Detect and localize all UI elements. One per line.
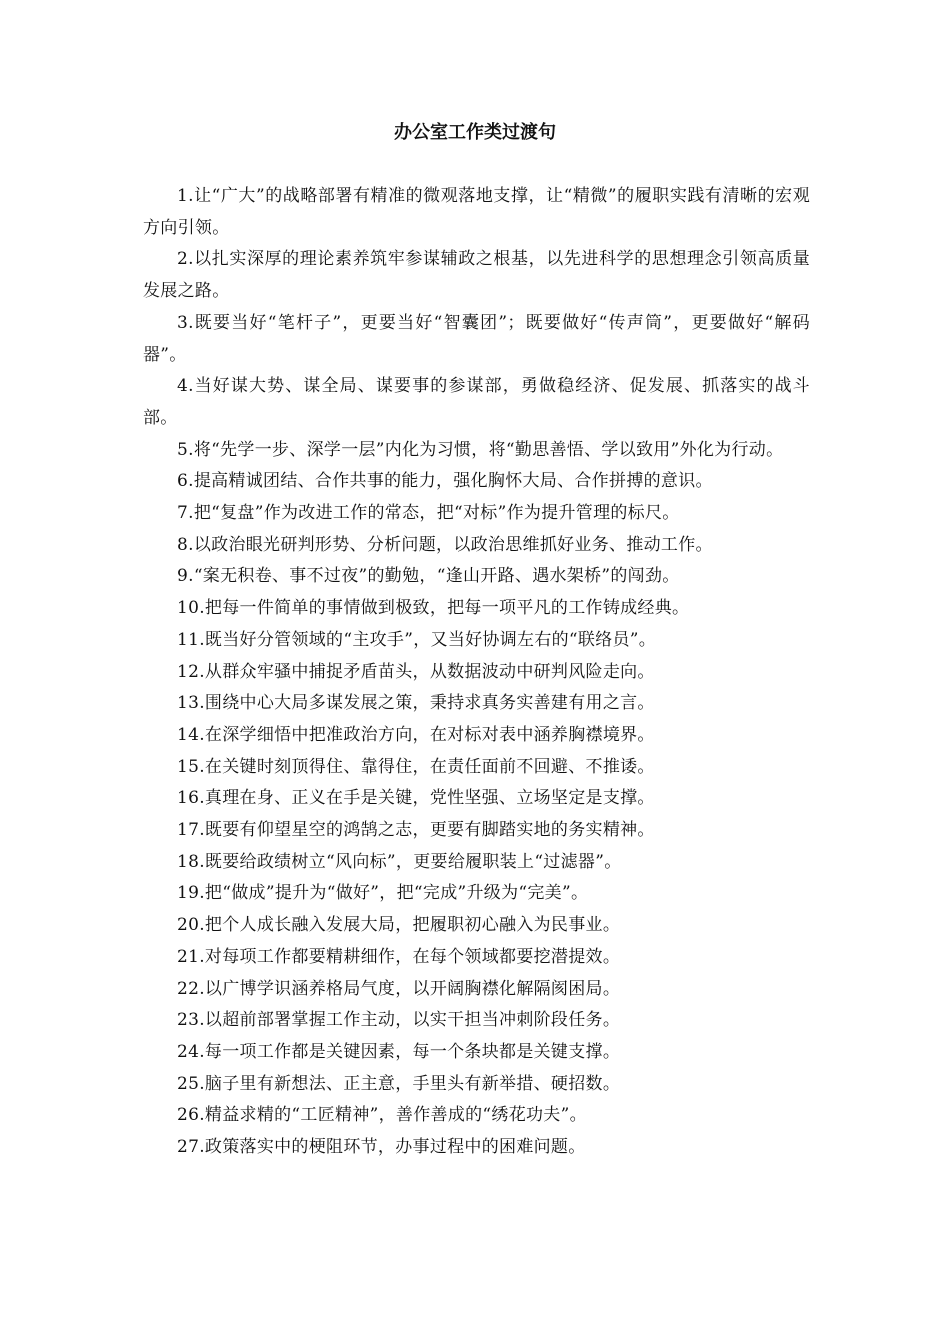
list-item: 14.在深学细悟中把准政治方向，在对标对表中涵养胸襟境界。: [177, 724, 655, 745]
list-item: 20.把个人成长融入发展大局，把履职初心融入为民事业。: [177, 915, 621, 936]
list-item: 21.对每项工作都要精耕细作，在每个领域都要挖潜提效。: [177, 946, 621, 967]
list-item: 13.围绕中心大局多谋发展之策，秉持求真务实善建有用之言。: [177, 693, 655, 714]
list-item: 5.将“先学一步、深学一层”内化为习惯，将“勤思善悟、学以致用”外化为行动。: [177, 439, 784, 460]
list-item: 19.把“做成”提升为“做好”，把“完成”升级为“完美”。: [177, 883, 589, 904]
list-item: 22.以广博学识涵养格局气度，以开阔胸襟化解隔阂困局。: [177, 978, 621, 999]
list-item: 26.精益求精的“工匠精神”，善作善成的“绣花功夫”。: [177, 1105, 587, 1126]
list-item: 23.以超前部署掌握工作主动，以实干担当冲刺阶段任务。: [177, 1010, 621, 1031]
list-item: 25.脑子里有新想法、正主意，手里头有新举措、硬招数。: [177, 1073, 621, 1094]
document-title: 办公室工作类过渡句: [394, 122, 556, 143]
list-item: 8.以政治眼光研判形势、分析问题，以政治思维抓好业务、推动工作。: [177, 534, 713, 555]
list-item: 7.把“复盘”作为改进工作的常态，把“对标”作为提升管理的标尺。: [177, 503, 680, 524]
list-item: 15.在关键时刻顶得住、靠得住，在责任面前不回避、不推诿。: [177, 756, 655, 777]
list-item: 17.既要有仰望星空的鸿鹄之志，更要有脚踏实地的务实精神。: [177, 820, 655, 841]
list-item: 4.当好谋大势、谋全局、谋要事的参谋部，勇做稳经济、促发展、抓落实的战斗部。: [143, 376, 810, 428]
list-item: 10.把每一件简单的事情做到极致，把每一项平凡的工作铸成经典。: [177, 598, 690, 619]
list-item: 11.既当好分管领域的“主攻手”，又当好协调左右的“联络员”。: [177, 629, 657, 650]
list-item: 3.既要当好“笔杆子”，更要当好“智囊团”；既要做好“传声筒”，更要做好“解码器”。: [143, 312, 810, 365]
list-item: 1.让“广大”的战略部署有精准的微观落地支撑，让“精微”的履职实践有清晰的宏观方向引领。: [143, 186, 810, 238]
list-item: 16.真理在身、正义在手是关键，党性坚强、立场坚定是支撑。: [177, 788, 655, 809]
list-item: 27.政策落实中的梗阻环节，办事过程中的困难问题。: [177, 1137, 586, 1158]
list-item: 2.以扎实深厚的理论素养筑牢参谋辅政之根基，以先进科学的思想理念引领高质量发展之路。: [143, 249, 810, 302]
list-item: 9.“案无积卷、事不过夜”的勤勉，“逢山开路、遇水架桥”的闯劲。: [177, 566, 680, 587]
list-item: 12.从群众牢骚中捕捉矛盾苗头，从数据波动中研判风险走向。: [177, 661, 655, 682]
list-item: 6.提高精诚团结、合作共事的能力，强化胸怀大局、合作拼搏的意识。: [177, 471, 713, 492]
sentence-list: [143, 181, 810, 1164]
list-item: 18.既要给政绩树立“风向标”，更要给履职装上“过滤器”。: [177, 851, 622, 872]
list-item: 24.每一项工作都是关键因素，每一个条块都是关键支撑。: [177, 1041, 621, 1062]
